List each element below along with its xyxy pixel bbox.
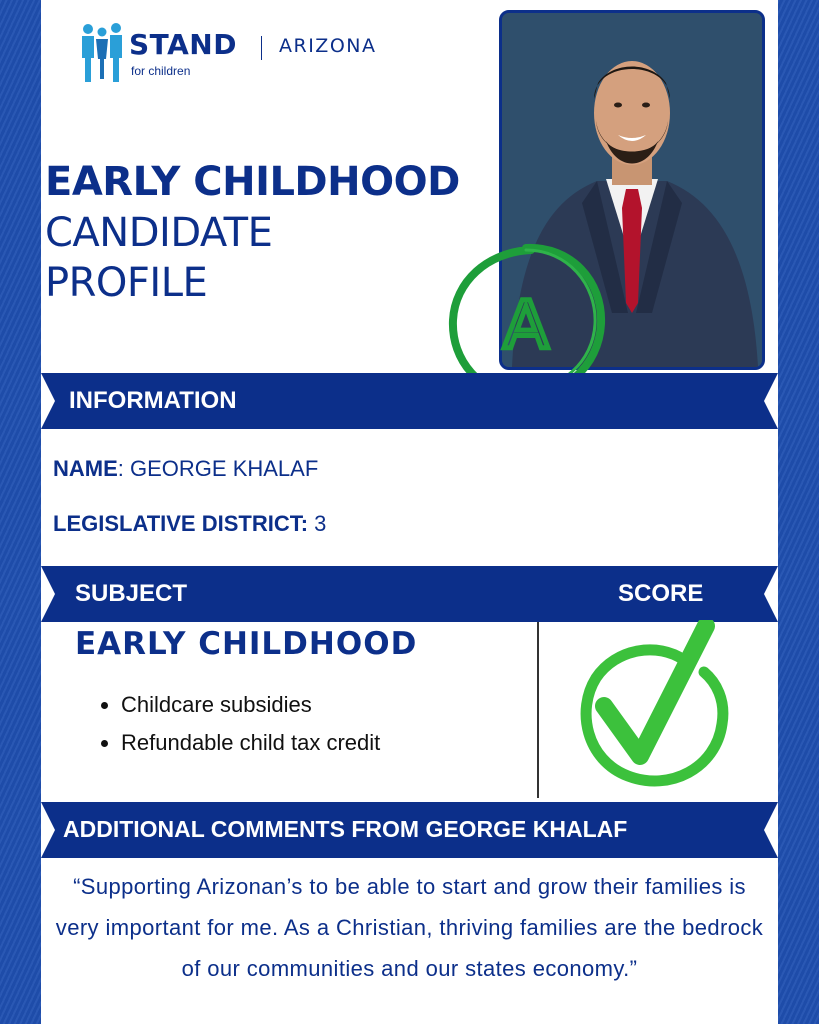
candidate-quote: “Supporting Arizonan’s to be able to start and grow their families is very important for me. As a Christian, thriving families are the bedrock of our communities and our states economy.” xyxy=(55,874,764,981)
column-divider xyxy=(537,622,539,798)
score-header: SCORE xyxy=(618,580,704,607)
logo-brand: STAND xyxy=(129,28,237,61)
subject-items-list xyxy=(97,686,380,762)
district-value: 3 xyxy=(314,511,327,536)
stand-logo xyxy=(79,22,409,88)
checkmark-icon xyxy=(566,620,736,790)
list-item: • Refundable child tax credit xyxy=(121,724,380,762)
subject-title: EARLY CHILDHOOD xyxy=(75,626,418,662)
comments-header: ADDITIONAL COMMENTS FROM GEORGE KHALAF xyxy=(63,816,628,842)
district-label: LEGISLATIVE DISTRICT: xyxy=(53,511,309,536)
logo-state: ARIZONA xyxy=(279,35,377,57)
name-value: GEORGE KHALAF xyxy=(130,456,319,481)
title-line-2: CANDIDATE xyxy=(45,210,273,256)
subject-score-banner xyxy=(41,566,778,622)
subject-header: SUBJECT xyxy=(75,580,188,607)
district-line xyxy=(53,511,326,537)
comments-banner xyxy=(41,802,778,858)
information-header: INFORMATION xyxy=(69,387,237,414)
information-banner xyxy=(41,373,778,429)
list-item: • Childcare subsidies xyxy=(121,686,380,724)
candidate-profile-card xyxy=(41,0,778,1024)
logo-divider xyxy=(261,36,262,60)
title-line-3: PROFILE xyxy=(45,260,208,306)
page-title xyxy=(45,156,460,308)
family-figures-icon xyxy=(79,22,125,84)
name-label: NAME xyxy=(53,456,118,481)
candidate-name-line: NAME: GEORGE KHALAF xyxy=(53,456,319,481)
logo-tagline: for children xyxy=(131,64,191,78)
grade-letter: A xyxy=(503,287,549,364)
title-line-1: EARLY CHILDHOOD xyxy=(45,159,460,205)
